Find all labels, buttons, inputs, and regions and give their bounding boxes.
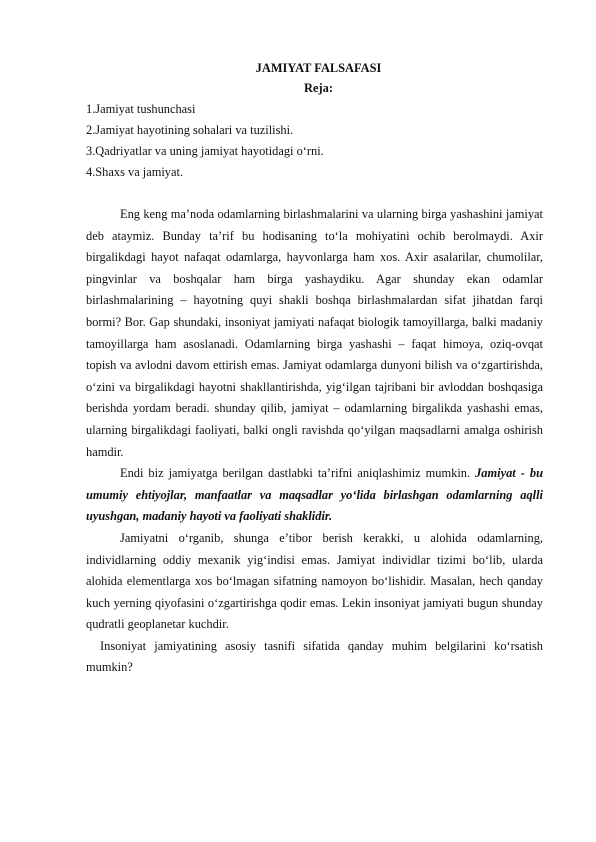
outline-item: 1.Jamiyat tushunchasi — [86, 102, 196, 116]
document-title: JAMIYAT FALSAFASI — [255, 61, 382, 75]
paragraph-1: Eng keng ma’noda odamlarning birlashmalarini va ularning birga yashashini jamiyat deb ataymiz. Bunday ta’rif bu hodisaning to‘la mohiyatini ochib berolmaydi. Axir birgalikdagi hayot nafaqat odamlarga, hayvonlarga ham xos. Axir asalarilar, chumolilar, pingvinlar va boshqalar ham birga yashaydiku. Agar shunday ekan odamlar birlashmalarining – hayotning quyi shakli boshqa birlashmalardan sifat jihatdan farqi bormi? Bor. Gap shundaki, insoniyat jamiyati nafaqat biologik tamoyillarga, balki madaniy tamoyillarga ham asoslanadi. Odamlarning birga yashashi – faqat himoya, oziq-ovqat topish va avlodni davom ettirish emas. Jamiyat odamlarga dunyoni bilish va o‘zgartirishda, o‘zini va birgalikdagi hayotni shakllantirishda, yig‘ilgan tajribani bir avloddan boshqasiga berishda yordam beradi. shunday qilib, jamiyat – odamlarning birgalikda yashashi emas, ularning birgalikdagi faoliyati, balki ongli ravishda qo‘yilgan maqsadlarni amalga oshirish hamdir. — [86, 207, 543, 459]
paragraph-4: Insoniyat jamiyatining asosiy tasnifi sifatida qanday muhim belgilarini ko‘rsatish mumkin? — [86, 638, 543, 675]
paragraph-2-lead: Endi biz jamiyatga berilgan dastlabki ta’rifni aniqlashimiz mumkin. — [120, 466, 476, 481]
society-definition: Jamiyat - bu umumiy ehtiyojlar, manfaatlar va maqsadlar yo‘lida birlashgan odamlarning aqlli uyushgan, madaniy hayoti va faoliyati shaklidir. — [86, 466, 543, 524]
outline-item: 3.Qadriyatlar va uning jamiyat hayotidagi o‘rni. — [86, 144, 324, 158]
plan-outline — [86, 99, 543, 183]
spacer — [86, 183, 543, 204]
paragraph-3: Jamiyatni o‘rganib, shunga e’tibor berish kerakki, u alohida odamlarning, individlarning oddiy mexanik yig‘indisi emas. Jamiyat individlar tizimi bo‘lib, ularda alohida elementlarga xos bo‘lmagan sifatning namoyon bo‘lishidir. Masalan, hech qanday kuch yerning qiyofasini o‘zgartirishga qodir emas. Lekin insoniyat jamiyati bugun shunday qudratli geoplanetar kuchdir. — [86, 530, 543, 632]
outline-item: 2.Jamiyat hayotining sohalari va tuzilishi. — [86, 123, 294, 137]
paragraph-2 — [86, 463, 543, 528]
outline-item: 4.Shaxs va jamiyat. — [86, 165, 184, 179]
plan-heading: Reja: — [304, 81, 333, 95]
